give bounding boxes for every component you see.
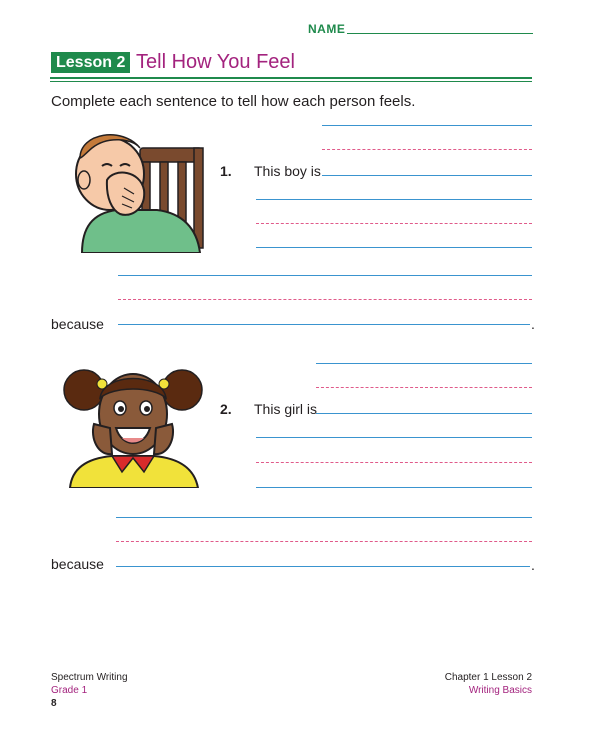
footer-book-title: Spectrum Writing bbox=[51, 672, 128, 683]
item-number: 2. bbox=[220, 401, 232, 417]
because-answer-line[interactable] bbox=[118, 324, 530, 325]
answer-line[interactable] bbox=[322, 175, 532, 176]
girl-hand-left bbox=[93, 424, 112, 454]
lesson-title: Tell How You Feel bbox=[136, 51, 295, 73]
answer-guide-line bbox=[322, 149, 532, 150]
name-line[interactable] bbox=[347, 33, 533, 34]
answer-line[interactable] bbox=[256, 487, 532, 488]
hair-puff-left bbox=[64, 370, 104, 410]
item-number: 1. bbox=[220, 163, 232, 179]
answer-line[interactable] bbox=[256, 437, 532, 438]
boy-yawning-illustration bbox=[62, 118, 212, 253]
girl-smiling-illustration bbox=[62, 358, 204, 488]
page-number: 8 bbox=[51, 698, 57, 709]
hair-puff-right bbox=[162, 370, 202, 410]
footer-grade: Grade 1 bbox=[51, 685, 88, 696]
item-prompt: This girl is bbox=[254, 401, 318, 417]
because-label: because bbox=[51, 316, 104, 332]
answer-guide-line bbox=[256, 462, 532, 463]
instructions: Complete each sentence to tell how each person feels. bbox=[51, 93, 416, 110]
answer-line[interactable] bbox=[316, 363, 532, 364]
answer-line[interactable] bbox=[256, 199, 532, 200]
because-label: because bbox=[51, 556, 104, 572]
answer-guide-line bbox=[256, 223, 532, 224]
header-rule-thin bbox=[50, 81, 532, 82]
answer-line[interactable] bbox=[256, 247, 532, 248]
footer-chapter: Chapter 1 Lesson 2 bbox=[444, 672, 532, 683]
answer-line[interactable] bbox=[316, 413, 532, 414]
period: . bbox=[531, 557, 535, 573]
because-answer-line[interactable] bbox=[116, 566, 530, 567]
item-prompt: This boy is bbox=[254, 163, 321, 179]
girl-hand-right bbox=[154, 424, 173, 454]
boy-hand bbox=[107, 173, 144, 215]
footer-section: Writing Basics bbox=[468, 685, 532, 696]
answer-line[interactable] bbox=[118, 275, 532, 276]
name-label: NAME bbox=[308, 22, 346, 36]
answer-line[interactable] bbox=[116, 517, 532, 518]
answer-guide-line bbox=[316, 387, 532, 388]
answer-line[interactable] bbox=[322, 125, 532, 126]
period: . bbox=[531, 316, 535, 332]
answer-guide-line bbox=[118, 299, 532, 300]
answer-guide-line bbox=[116, 541, 532, 542]
girl-shirt bbox=[70, 456, 198, 488]
lesson-badge: Lesson 2 bbox=[51, 52, 130, 73]
header-rule bbox=[50, 77, 532, 79]
